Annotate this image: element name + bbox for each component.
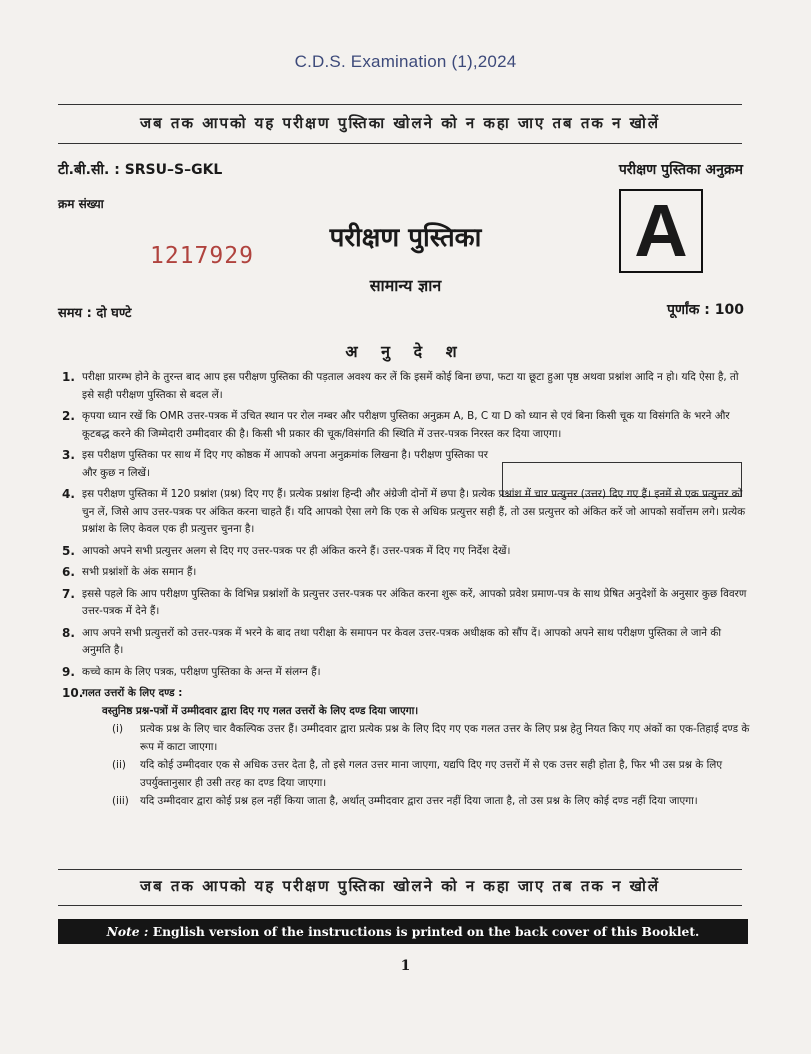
booklet-title: परीक्षण पुस्तिका bbox=[329, 223, 482, 253]
instruction-text: इस परीक्षण पुस्तिका में 120 प्रश्नांश (प्रश्न) दिए गए हैं। प्रत्येक प्रश्नांश हिन्दी और अंग्रेजी दोनों में छपा है। प्रत्येक प्रश्नांश में चार प्रत्युत्तर (उत्तर) दिए गए हैं। इनमें से एक प्रत्युत्तर को चुन लें, जिसे आप उत्तर-पत्रक पर अंकित करना चाहते हैं। यदि आपको ऐसा लगे कि एक से अधिक प्रत्युत्तर सही हैं, तो उस प्रत्युत्तर को अंकित करें जो आपको सर्वोत्तम लगे। प्रत्येक प्रश्नांश के लिए केवल एक ही प्रत्युत्तर चुनना है। bbox=[82, 488, 746, 535]
top-rule bbox=[58, 104, 742, 105]
do-not-open-banner-bottom: जब तक आपको यह परीक्षण पुस्तिका खोलने को न कहा जाए तब तक न खोलें bbox=[139, 877, 661, 895]
bottom-rule-lower bbox=[58, 905, 742, 906]
instruction-number: 3. bbox=[62, 448, 75, 462]
instruction-number: 5. bbox=[62, 543, 75, 558]
instruction-item bbox=[62, 408, 752, 443]
series-letter: A bbox=[634, 189, 688, 272]
exam-name: C.D.S. Examination (1),2024 bbox=[294, 52, 517, 71]
instruction-text: आप अपने सभी प्रत्युत्तरों को उत्तर-पत्रक में भरने के बाद तथा परीक्षा के समापन पर केवल उत्तर-पत्रक अधीक्षक को सौंप दें। आपको अपने साथ परीक्षण पुस्तिका ले जाने की अनुमति है। bbox=[82, 626, 722, 656]
subject-title: सामान्य ज्ञान bbox=[369, 276, 442, 295]
instruction-item bbox=[62, 369, 752, 404]
serial-number: 1217929 bbox=[150, 243, 254, 269]
penalty-rule-number: (i) bbox=[112, 723, 123, 735]
instruction-text: सभी प्रश्नांशों के अंक समान हैं। bbox=[82, 566, 197, 578]
penalty-rule-text: यदि उम्मीदवार द्वारा कोई प्रश्न हल नहीं किया जाता है, अर्थात् उम्मीदवार द्वारा उत्तर नहीं दिया जाता है, तो उस प्रश्न के लिए कोई दण्ड नहीं दिया जाएगा। bbox=[140, 795, 698, 807]
instruction-item bbox=[62, 447, 752, 482]
instruction-number: 10. bbox=[62, 686, 84, 700]
note-label: Note : bbox=[106, 924, 149, 939]
instruction-text: आपको अपने सभी प्रत्युत्तर अलग से दिए गए उत्तर-पत्रक पर ही अंकित करने हैं। उत्तर-पत्रक में दिए गए निर्देश देखें। bbox=[82, 544, 511, 557]
penalty-title: गलत उत्तरों के लिए दण्ड : bbox=[82, 687, 183, 699]
instruction-item bbox=[62, 564, 752, 582]
english-version-note bbox=[58, 919, 748, 944]
instruction-text: कृपया ध्यान रखें कि OMR उत्तर-पत्रक में उचित स्थान पर रोल नम्बर और परीक्षण पुस्तिका अनुक्रम A, B, C या D को ध्यान से एवं बिना किसी चूक या विसंगति के भरने और कूटबद्ध करने की जिम्मेदारी उम्मीदवार की है। किसी भी प्रकार की चूक/विसंगति की स्थिति में उत्तर-पत्रक निरस्त कर दिया जाएगा। bbox=[82, 410, 730, 440]
instruction-number: 6. bbox=[62, 565, 75, 579]
instruction-number: 2. bbox=[62, 409, 75, 423]
penalty-rule-number: (iii) bbox=[112, 795, 129, 807]
note-text: English version of the instructions is printed on the back cover of this Booklet. bbox=[152, 924, 700, 939]
penalty-rule bbox=[112, 757, 752, 792]
penalty-rule bbox=[112, 793, 752, 811]
instruction-item bbox=[62, 486, 752, 539]
instruction-text: इससे पहले कि आप परीक्षण पुस्तिका के विभिन्न प्रश्नांशों के प्रत्युत्तर उत्तर-पत्रक पर अंकित करना शुरू करें, आपको प्रवेश प्रमाण-पत्र के साथ प्रेषित अनुदेशों के अनुसार कुछ विवरण उत्तर-पत्रक में देने हैं। bbox=[82, 587, 747, 617]
instruction-item bbox=[62, 586, 752, 621]
page-number: 1 bbox=[400, 958, 411, 974]
penalty-rule-number: (ii) bbox=[112, 759, 126, 771]
instruction-number: 7. bbox=[62, 586, 75, 601]
do-not-open-banner-top: जब तक आपको यह परीक्षण पुस्तिका खोलने को न कहा जाए तब तक न खोलें bbox=[139, 114, 661, 132]
top-rule-lower bbox=[58, 143, 742, 144]
instruction-text: इस परीक्षण पुस्तिका पर साथ में दिए गए कोष्ठक में आपको अपना अनुक्रमांक लिखना है। परीक्षण पुस्तिका पर और कुछ न लिखें। bbox=[82, 449, 488, 479]
instruction-item-penalty bbox=[62, 685, 752, 811]
penalty-rule bbox=[112, 721, 752, 756]
instruction-text: कच्चे काम के लिए पत्रक, परीक्षण पुस्तिका के अन्त में संलग्न हैं। bbox=[82, 665, 321, 678]
instruction-number: 8. bbox=[62, 625, 75, 640]
series-label: परीक्षण पुस्तिका अनुक्रम bbox=[618, 162, 743, 178]
instruction-item bbox=[62, 664, 752, 682]
instructions-heading: अ नु दे श bbox=[345, 342, 466, 361]
instruction-number: 4. bbox=[62, 487, 75, 501]
time-allowed: समय : दो घण्टे bbox=[58, 306, 132, 321]
serial-number-label: क्रम संख्या bbox=[58, 197, 104, 211]
penalty-rule-text: यदि कोई उम्मीदवार एक से अधिक उत्तर देता है, तो इसे गलत उत्तर माना जाएगा, यद्यपि दिए गए उत्तरों में से एक उत्तर सही होता है, फिर भी उस प्रश्न के लिए उपर्युक्तानुसार ही उसी तरह का दण्ड दिया जाएगा। bbox=[140, 759, 723, 789]
instruction-number: 9. bbox=[62, 664, 75, 679]
instruction-number: 1. bbox=[62, 370, 75, 384]
bottom-rule bbox=[58, 869, 742, 870]
penalty-section bbox=[82, 685, 752, 811]
tbc-code: टी.बी.सी. : SRSU–S–GKL bbox=[58, 162, 223, 178]
instruction-item bbox=[62, 543, 752, 561]
instruction-item bbox=[62, 625, 752, 660]
penalty-intro: वस्तुनिष्ठ प्रश्न-पत्रों में उम्मीदवार द्वारा दिए गए गलत उत्तरों के लिए दण्ड दिया जाएगा। bbox=[102, 704, 419, 717]
instruction-text: परीक्षा प्रारम्भ होने के तुरन्त बाद आप इस परीक्षण पुस्तिका की पड़ताल अवश्य कर लें कि इसमें कोई बिना छपा, फटा या छूटा हुआ पृष्ठ अथवा प्रश्नांश आदि न हो। यदि ऐसा है, तो इसे सही परीक्षण पुस्तिका से बदल लें। bbox=[82, 371, 739, 401]
maximum-marks: पूर्णांक : 100 bbox=[666, 302, 744, 318]
series-letter-box bbox=[619, 189, 703, 273]
instructions-list bbox=[62, 369, 752, 815]
penalty-rule-text: प्रत्येक प्रश्न के लिए चार वैकल्पिक उत्तर हैं। उम्मीदवार द्वारा प्रत्येक प्रश्न के लिए दिए गए एक गलत उत्तर के लिए प्रश्न हेतु नियत किए गए अंकों का एक-तिहाई दण्ड के रूप में काटा जाएगा। bbox=[140, 723, 750, 753]
